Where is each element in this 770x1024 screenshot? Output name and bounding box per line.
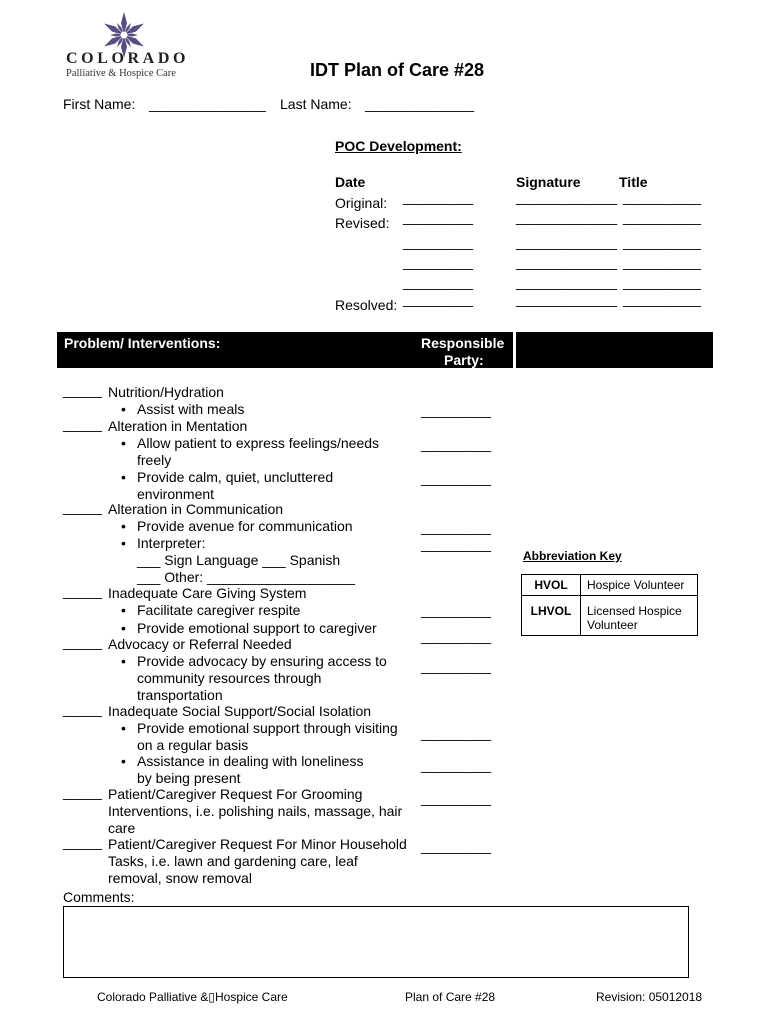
intervention-item: • Assistance in dealing with loneliness (137, 753, 363, 769)
problem-item: Inadequate Social Support/Social Isolation (108, 703, 372, 719)
poc-date-field[interactable]: _________ (403, 189, 474, 205)
footer-organization: Colorado Palliative &▯Hospice Care (97, 990, 288, 1004)
abbreviation-meaning-line: Hospice Volunteer (587, 578, 685, 592)
poc-date-field[interactable]: _________ (403, 209, 474, 225)
abbreviation-meaning (581, 596, 698, 636)
problem-interventions-header: Problem/ Interventions: (64, 335, 221, 351)
problem-checkbox-blank[interactable]: _____ (63, 499, 102, 515)
poc-signature-field[interactable]: _____________ (516, 209, 618, 225)
problem-item: Patient/Caregiver Request For Minor Household (108, 836, 407, 852)
responsible-party-field[interactable]: _________ (421, 402, 492, 418)
responsible-party-field[interactable]: _________ (421, 628, 492, 644)
intervention-item: transportation (137, 687, 223, 703)
responsible-party-field[interactable]: _________ (421, 436, 492, 452)
poc-signature-field[interactable]: _____________ (516, 254, 618, 270)
poc-title-field[interactable]: __________ (623, 274, 701, 290)
problem-item: Tasks, i.e. lawn and gardening care, leaf (108, 853, 358, 869)
interpreter-options-2: ___ Other: ___________________ (137, 569, 355, 585)
problem-checkbox-blank[interactable]: _____ (63, 701, 102, 717)
intervention-item: community resources through (137, 670, 322, 686)
responsible-party-field[interactable]: _________ (421, 658, 492, 674)
poc-date-header: Date (335, 174, 366, 190)
problem-item: removal, snow removal (108, 870, 252, 886)
intervention-item: by being present (137, 770, 241, 786)
intervention-item: freely (137, 452, 172, 468)
footer-revision: Revision: 05012018 (596, 990, 703, 1004)
abbreviation-meaning-line: Licensed Hospice (587, 604, 682, 618)
logo-tagline: Palliative & Hospice Care (66, 68, 176, 79)
problem-item: Nutrition/Hydration (108, 384, 224, 400)
intervention-item: • Provide emotional support through visiting (137, 720, 398, 736)
responsible-party-field[interactable]: _________ (421, 536, 492, 552)
intervention-item: • Provide avenue for communication (137, 518, 353, 534)
poc-title-field[interactable]: __________ (623, 254, 701, 270)
poc-row-label: Revised: (335, 215, 390, 231)
abbreviation-key-table (521, 574, 698, 636)
problem-checkbox-blank[interactable]: _____ (63, 382, 102, 398)
problem-item: Alteration in Communication (108, 501, 284, 517)
responsible-party-field[interactable]: _________ (421, 725, 492, 741)
first-name-field[interactable]: _______________ (149, 96, 266, 112)
responsible-party-field[interactable]: _________ (421, 470, 492, 486)
problem-item: Alteration in Mentation (108, 418, 248, 434)
poc-signature-field[interactable]: _____________ (516, 291, 618, 307)
problem-checkbox-blank[interactable]: _____ (63, 416, 102, 432)
first-name-label: First Name: (63, 96, 136, 112)
poc-title-field[interactable]: __________ (623, 291, 701, 307)
responsible-party-field[interactable]: _________ (421, 757, 492, 773)
intervention-item: • Interpreter: (137, 535, 205, 551)
last-name-label: Last Name: (280, 96, 352, 112)
abbreviation-key-heading: Abbreviation Key (523, 549, 622, 563)
comments-box[interactable] (63, 906, 689, 978)
poc-date-field[interactable]: _________ (403, 291, 474, 307)
responsible-party-field[interactable]: _________ (421, 838, 492, 854)
poc-title-field[interactable]: __________ (623, 234, 701, 250)
abbreviation-code: HVOL (522, 575, 581, 596)
abbreviation-meaning (581, 575, 698, 596)
poc-title-field[interactable]: __________ (623, 189, 701, 205)
intervention-item: • Provide advocacy by ensuring access to (137, 653, 387, 669)
problem-checkbox-blank[interactable]: _____ (63, 784, 102, 800)
intervention-item: • Allow patient to express feelings/needs (137, 435, 379, 451)
poc-signature-field[interactable]: _____________ (516, 189, 618, 205)
poc-date-field[interactable]: _________ (403, 254, 474, 270)
poc-signature-field[interactable]: _____________ (516, 274, 618, 290)
responsible-party-header-1: Responsible (421, 335, 505, 351)
poc-title-field[interactable]: __________ (623, 209, 701, 225)
poc-row-label: Original: (335, 195, 388, 211)
intervention-item: on a regular basis (137, 737, 249, 753)
abbreviation-row (522, 575, 698, 596)
responsible-party-field[interactable]: _________ (421, 519, 492, 535)
problem-checkbox-blank[interactable]: _____ (63, 583, 102, 599)
problem-item: Inadequate Care Giving System (108, 585, 307, 601)
logo-name: COLORADO (66, 50, 190, 67)
intervention-item: • Assist with meals (137, 401, 244, 417)
interpreter-options-1: ___ Sign Language ___ Spanish (137, 552, 341, 568)
intervention-item: environment (137, 486, 215, 502)
last-name-field[interactable]: ______________ (365, 96, 475, 112)
problem-item: Patient/Caregiver Request For Grooming (108, 786, 363, 802)
intervention-item: • Facilitate caregiver respite (137, 602, 300, 618)
poc-date-field[interactable]: _________ (403, 234, 474, 250)
poc-signature-field[interactable]: _____________ (516, 234, 618, 250)
responsible-party-field[interactable]: _________ (421, 790, 492, 806)
poc-signature-header: Signature (516, 174, 581, 190)
responsible-party-header-2: Party: (444, 352, 484, 368)
page-title: IDT Plan of Care #28 (310, 60, 485, 80)
responsible-party-field[interactable]: _________ (421, 602, 492, 618)
poc-date-field[interactable]: _________ (403, 274, 474, 290)
problem-item: Interventions, i.e. polishing nails, massage, hair (108, 803, 403, 819)
poc-heading: POC Development: (335, 138, 462, 154)
comments-label: Comments: (63, 889, 135, 905)
poc-row-label: Resolved: (335, 297, 398, 313)
problem-checkbox-blank[interactable]: _____ (63, 834, 102, 850)
footer-form-name: Plan of Care #28 (405, 990, 496, 1004)
poc-title-header: Title (619, 174, 648, 190)
intervention-item: • Provide emotional support to caregiver (137, 620, 377, 636)
problem-item: Advocacy or Referral Needed (108, 636, 292, 652)
problem-checkbox-blank[interactable]: _____ (63, 634, 102, 650)
problem-item: care (108, 820, 136, 836)
abbreviation-meaning-line: Volunteer (587, 618, 638, 632)
abbreviation-row (522, 596, 698, 636)
abbreviation-code: LHVOL (522, 596, 581, 636)
intervention-item: • Provide calm, quiet, uncluttered (137, 469, 333, 485)
